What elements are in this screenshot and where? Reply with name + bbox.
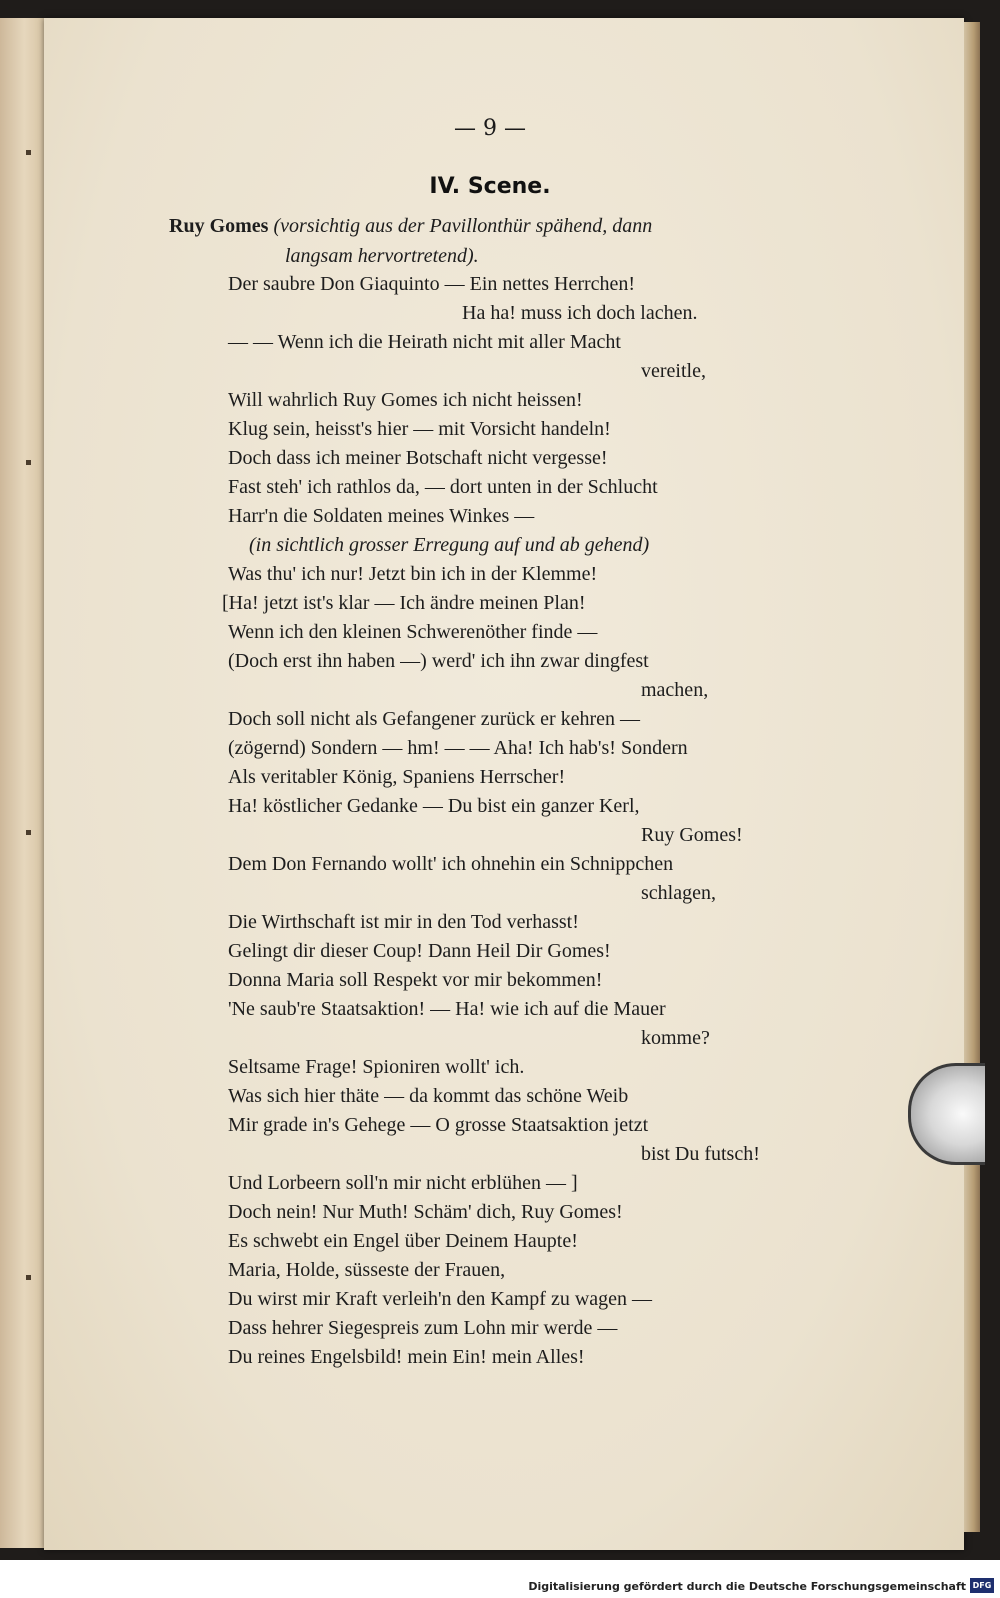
text-line: Klug sein, heisst's hier — mit Vorsicht handeln!: [228, 418, 611, 440]
text-line: Es schwebt ein Engel über Deinem Haupte!: [228, 1230, 578, 1252]
text-line: (Doch erst ihn haben —) werd' ich ihn zwar dingfest: [228, 650, 649, 672]
text-line: Fast steh' ich rathlos da, — dort unten in der Schlucht: [228, 476, 658, 498]
text-line: Dem Don Fernando wollt' ich ohnehin ein Schnippchen: [228, 853, 674, 875]
text-line: Donna Maria soll Respekt vor mir bekommen!: [228, 969, 603, 991]
text-line: Was sich hier thäte — da kommt das schöne Weib: [228, 1085, 629, 1107]
text-line: Doch soll nicht als Gefangener zurück er kehren —: [228, 708, 641, 730]
text-line: komme?: [641, 1027, 710, 1049]
text-line: [Ha! jetzt ist's klar — Ich ändre meinen Plan!: [222, 592, 586, 614]
text-line: Doch dass ich meiner Botschaft nicht vergesse!: [228, 447, 608, 469]
text-line: Ruy Gomes!: [641, 824, 743, 846]
text-line: langsam hervortretend).: [285, 245, 479, 267]
text-line: (in sichtlich grosser Erregung auf und ab gehend): [249, 534, 650, 556]
page-number: — 9 —: [454, 116, 526, 141]
dfg-logo: DFG: [970, 1578, 994, 1593]
text-line: Maria, Holde, süsseste der Frauen,: [228, 1259, 506, 1281]
scene-heading: IV. Scene.: [429, 174, 551, 199]
text-line: Will wahrlich Ruy Gomes ich nicht heissen!: [228, 389, 583, 411]
text-line: Und Lorbeern soll'n mir nicht erblühen — ]: [228, 1172, 578, 1194]
text-line: Doch nein! Nur Muth! Schäm' dich, Ruy Gomes!: [228, 1201, 623, 1223]
stage-direction: (vorsichtig aus der Pavillonthür spähend, dann: [268, 215, 653, 237]
text-line: Mir grade in's Gehege — O grosse Staatsaktion jetzt: [228, 1114, 649, 1136]
text-line: Die Wirthschaft ist mir in den Tod verhasst!: [228, 911, 579, 933]
text-line: Was thu' ich nur! Jetzt bin ich in der Klemme!: [228, 563, 598, 585]
previous-page-edge: [0, 18, 44, 1548]
text-line: schlagen,: [641, 882, 716, 904]
text-line: vereitle,: [641, 360, 706, 382]
text-line: Gelingt dir dieser Coup! Dann Heil Dir Gomes!: [228, 940, 611, 962]
text-line: bist Du futsch!: [641, 1143, 760, 1165]
binding-mark: [26, 460, 31, 465]
text-line: Dass hehrer Siegespreis zum Lohn mir werde —: [228, 1317, 618, 1339]
speaker-name: Ruy Gomes: [169, 215, 269, 237]
text-line: Der saubre Don Giaquinto — Ein nettes Herrchen!: [228, 273, 636, 295]
text-line: Ha ha! muss ich doch lachen.: [462, 302, 698, 324]
text-line: Wenn ich den kleinen Schwerenöther finde —: [228, 621, 598, 643]
footer-credit: Digitalisierung gefördert durch die Deutsche Forschungsgemeinschaft: [528, 1580, 966, 1593]
text-line: machen,: [641, 679, 709, 701]
text-line: 'Ne saub're Staatsaktion! — Ha! wie ich auf die Mauer: [228, 998, 666, 1020]
text-line: Seltsame Frage! Spioniren wollt' ich.: [228, 1056, 525, 1078]
text-line: — — Wenn ich die Heirath nicht mit aller Macht: [228, 331, 621, 353]
binding-mark: [26, 150, 31, 155]
text-line: Du reines Engelsbild! mein Ein! mein Alles!: [228, 1346, 585, 1368]
text-line: Du wirst mir Kraft verleih'n den Kampf zu wagen —: [228, 1288, 653, 1310]
binding-mark: [26, 830, 31, 835]
text-line: Harr'n die Soldaten meines Winkes —: [228, 505, 535, 527]
text-line: Als veritabler König, Spaniens Herrscher!: [228, 766, 566, 788]
page-edge-right: [964, 22, 980, 1532]
text-line: Ha! köstlicher Gedanke — Du bist ein ganzer Kerl,: [228, 795, 640, 817]
text-line: [169, 214, 652, 238]
binding-mark: [26, 1275, 31, 1280]
text-line: (zögernd) Sondern — hm! — — Aha! Ich hab's! Sondern: [228, 737, 688, 759]
